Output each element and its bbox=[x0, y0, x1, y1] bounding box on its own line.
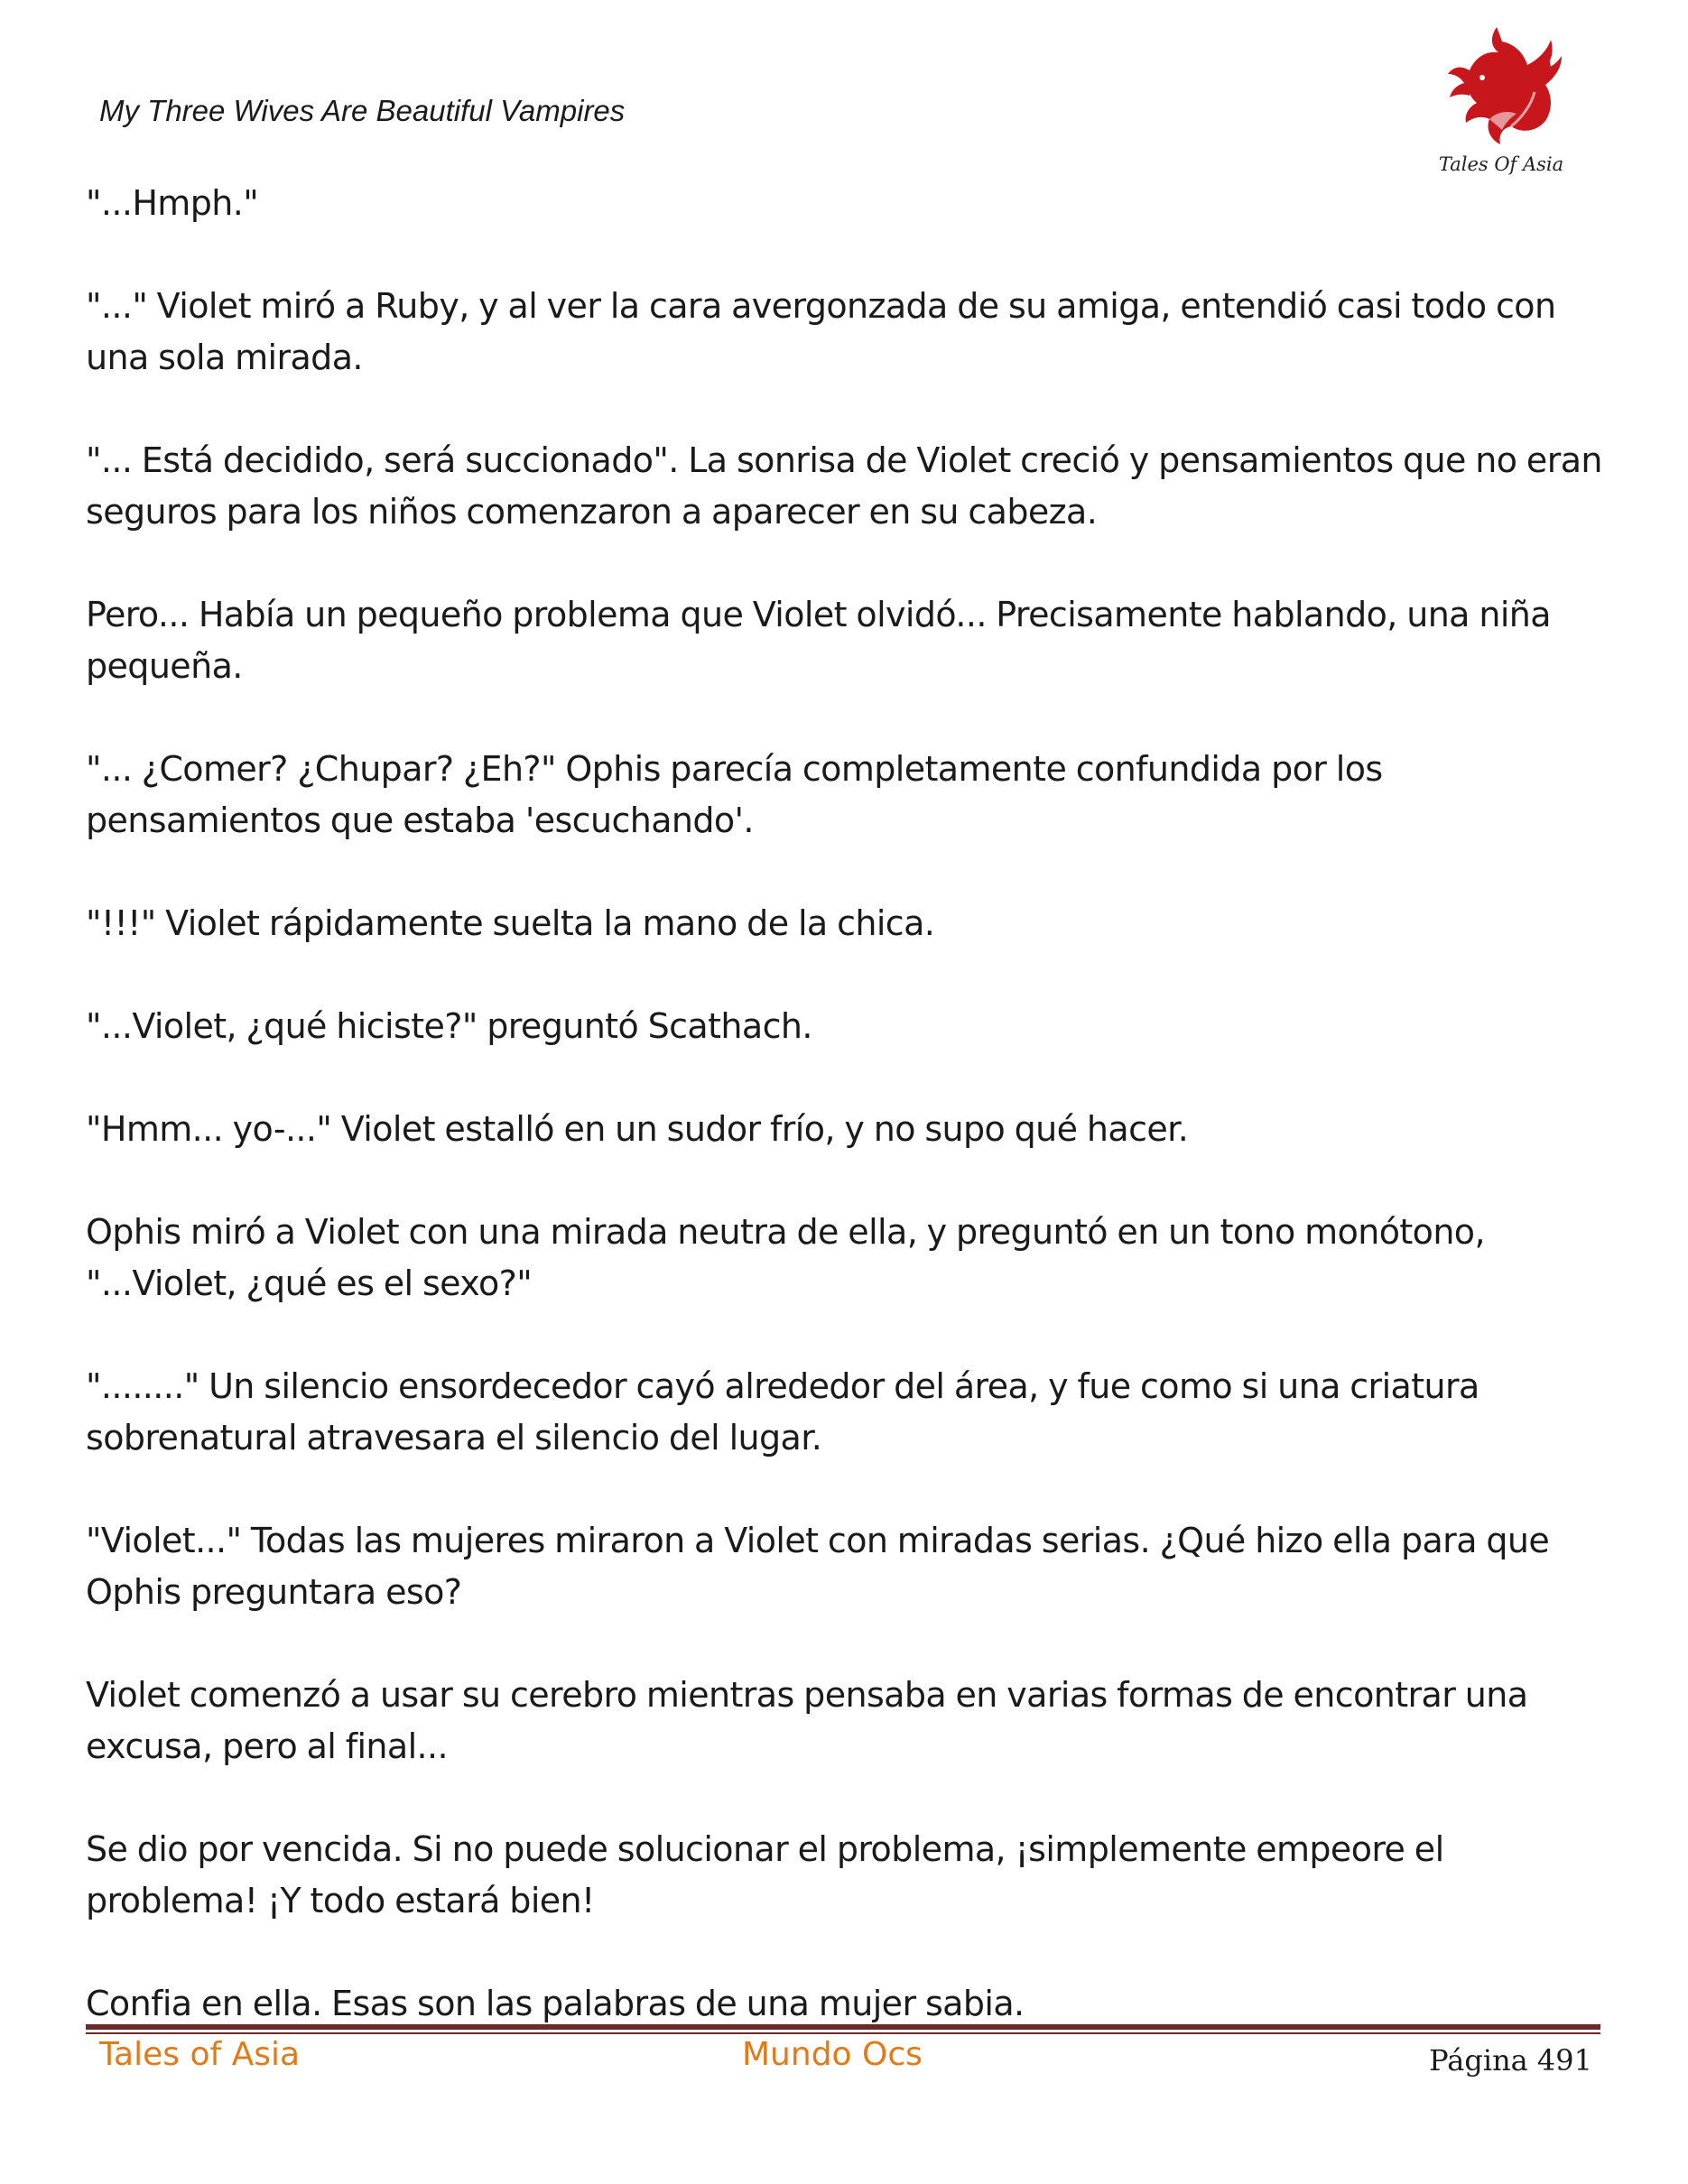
paragraph: "Violet..." Todas las mujeres miraron a Violet con miradas serias. ¿Qué hizo ella para que Ophis preguntara eso? bbox=[86, 1521, 1550, 1612]
paragraph: Confia en ella. Esas son las palabras de una mujer sabia. bbox=[86, 1984, 1025, 2023]
book-title: My Three Wives Are Beautiful Vampires bbox=[99, 94, 626, 127]
red-dragon-icon bbox=[1433, 20, 1569, 155]
paragraph: "........" Un silencio ensordecedor cayó alrededor del área, y fue como si una criatura sobrenatural atravesara el silencio del lugar. bbox=[86, 1366, 1479, 1458]
publisher-logo bbox=[1433, 20, 1569, 182]
paragraph: "..." Violet miró a Ruby, y al ver la cara avergonzada de su amiga, entendió casi todo con una sola mirada. bbox=[86, 286, 1556, 377]
paragraph: Violet comenzó a usar su cerebro mientras pensaba en varias formas de encontrar una excusa, pero al final... bbox=[86, 1675, 1528, 1766]
paragraph: Ophis miró a Violet con una mirada neutra de ella, y preguntó en un tono monótono, "...Violet, ¿qué es el sexo?" bbox=[86, 1212, 1485, 1303]
paragraph: "... Está decidido, será succionado". La sonrisa de Violet creció y pensamientos que no eran seguros para los niños comenzaron a aparecer en su cabeza. bbox=[86, 440, 1602, 532]
footer-rule-thin bbox=[86, 2032, 1600, 2034]
paragraph: Pero... Había un pequeño problema que Violet olvidó... Precisamente hablando, una niña pequeña. bbox=[86, 595, 1551, 686]
chapter-body bbox=[86, 178, 1611, 2030]
paragraph: Se dio por vencida. Si no puede solucionar el problema, ¡simplemente empeore el problema! ¡Y todo estará bien! bbox=[86, 1829, 1444, 1920]
page-number: Página 491 bbox=[1429, 2043, 1592, 2078]
logo-text: Tales Of Asia bbox=[1438, 153, 1564, 175]
footer-section: Mundo Ocs bbox=[742, 2036, 923, 2073]
paragraph: "...Violet, ¿qué hiciste?" preguntó Scathach. bbox=[86, 1006, 812, 1046]
paragraph: "...Hmph." bbox=[86, 183, 259, 223]
paragraph: "!!!" Violet rápidamente suelta la mano de la chica. bbox=[86, 903, 935, 943]
paragraph: "Hmm... yo-..." Violet estalló en un sudor frío, y no supo qué hacer. bbox=[86, 1109, 1189, 1149]
paragraph: "... ¿Comer? ¿Chupar? ¿Eh?" Ophis parecía completamente confundida por los pensamientos que estaba 'escuchando'. bbox=[86, 749, 1383, 840]
footer-publisher: Tales of Asia bbox=[99, 2036, 301, 2073]
footer-rule bbox=[86, 2024, 1600, 2030]
